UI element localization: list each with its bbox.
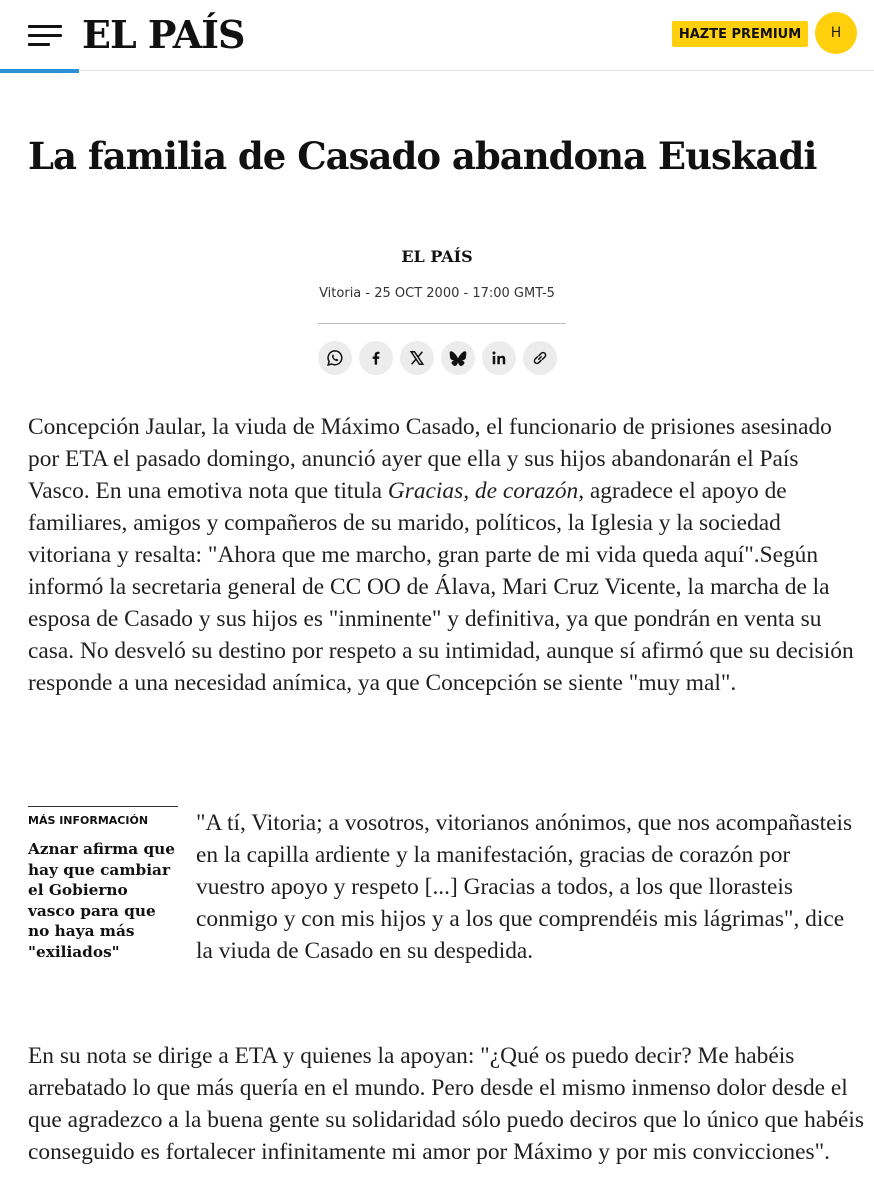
article-headline: La familia de Casado abandona Euskadi xyxy=(28,134,817,178)
article-byline[interactable]: EL PAÍS xyxy=(401,247,473,266)
article-dateline: Vitoria - 25 OCT 2000 - 17:00 GMT-5 xyxy=(319,286,555,301)
paragraph-text: agradece el apoyo de familiares, amigos y compañeros de su marido, políticos, la Iglesia y la sociedad vitoriana y resalta: "Ahora que me marcho, gran parte de mi vida queda aquí".Según informó la secretaria general de CC OO de Álava, Mari Cruz Vicente, la marcha de la esposa de Casado y sus hijos es "inminente" y definitiva, ya que pondrán en venta su casa. No desveló su destino por respeto a su intimidad, aunque sí afirmó que su decisión responde a una necesidad anímica, ya que Concepción se siente "muy mal". xyxy=(28,478,854,696)
italic-title: Gracias, de corazón, xyxy=(387,478,585,504)
whatsapp-icon[interactable] xyxy=(318,341,352,375)
x-icon[interactable] xyxy=(400,341,434,375)
linkedin-icon[interactable] xyxy=(482,341,516,375)
user-avatar[interactable]: H xyxy=(815,12,857,54)
article-paragraph: En su nota se dirige a ETA y quienes la apoyan: "¿Qué os puedo decir? Me habéis arrebatado lo que más quería en el mundo. Pero desde el mismo inmenso dolor desde el que agradezco a la buena gente su solidaridad sólo puedo deciros que lo único que habéis conseguido es fortalecer infinitamente mi amor por Máximo y por mis convicciones". xyxy=(28,1043,864,1165)
menu-icon[interactable] xyxy=(28,22,64,50)
byline-divider xyxy=(318,323,566,324)
share-bar xyxy=(318,341,564,375)
copy-link-icon[interactable] xyxy=(523,341,557,375)
premium-button[interactable]: HAZTE PREMIUM xyxy=(672,21,808,47)
site-logo[interactable]: EL PAÍS xyxy=(82,12,245,57)
top-bar xyxy=(0,0,874,71)
facebook-icon[interactable] xyxy=(359,341,393,375)
paragraph-text: Concepción Jaular, la viuda de Máximo Casado, el funcionario de prisiones asesinado por ETA el pasado domingo, anunció ayer que ella y sus hijos abandonarán el País Vasco. En una emotiva nota que titula xyxy=(28,414,832,504)
article-paragraph xyxy=(28,411,864,699)
quote-paragraph: "A tí, Vitoria; a vosotros, vitorianos anónimos, que nos acompañasteis en la capilla ardiente y la manifestación, gracias de corazón por vuestro apoyo y respeto [...] Gracias a todos, a los que llorasteis conmigo y con mis hijos y a los que comprendéis mis lágrimas", dice la viuda de Casado en su despedida. xyxy=(196,810,853,964)
more-info-box xyxy=(28,806,178,962)
more-info-title: MÁS INFORMACIÓN xyxy=(28,814,149,827)
bluesky-icon[interactable] xyxy=(441,341,475,375)
reading-progress-bar xyxy=(0,69,79,73)
related-article-link[interactable]: Aznar afirma que hay que cambiar el Gobierno vasco para que no haya más "exiliados" xyxy=(28,840,176,961)
